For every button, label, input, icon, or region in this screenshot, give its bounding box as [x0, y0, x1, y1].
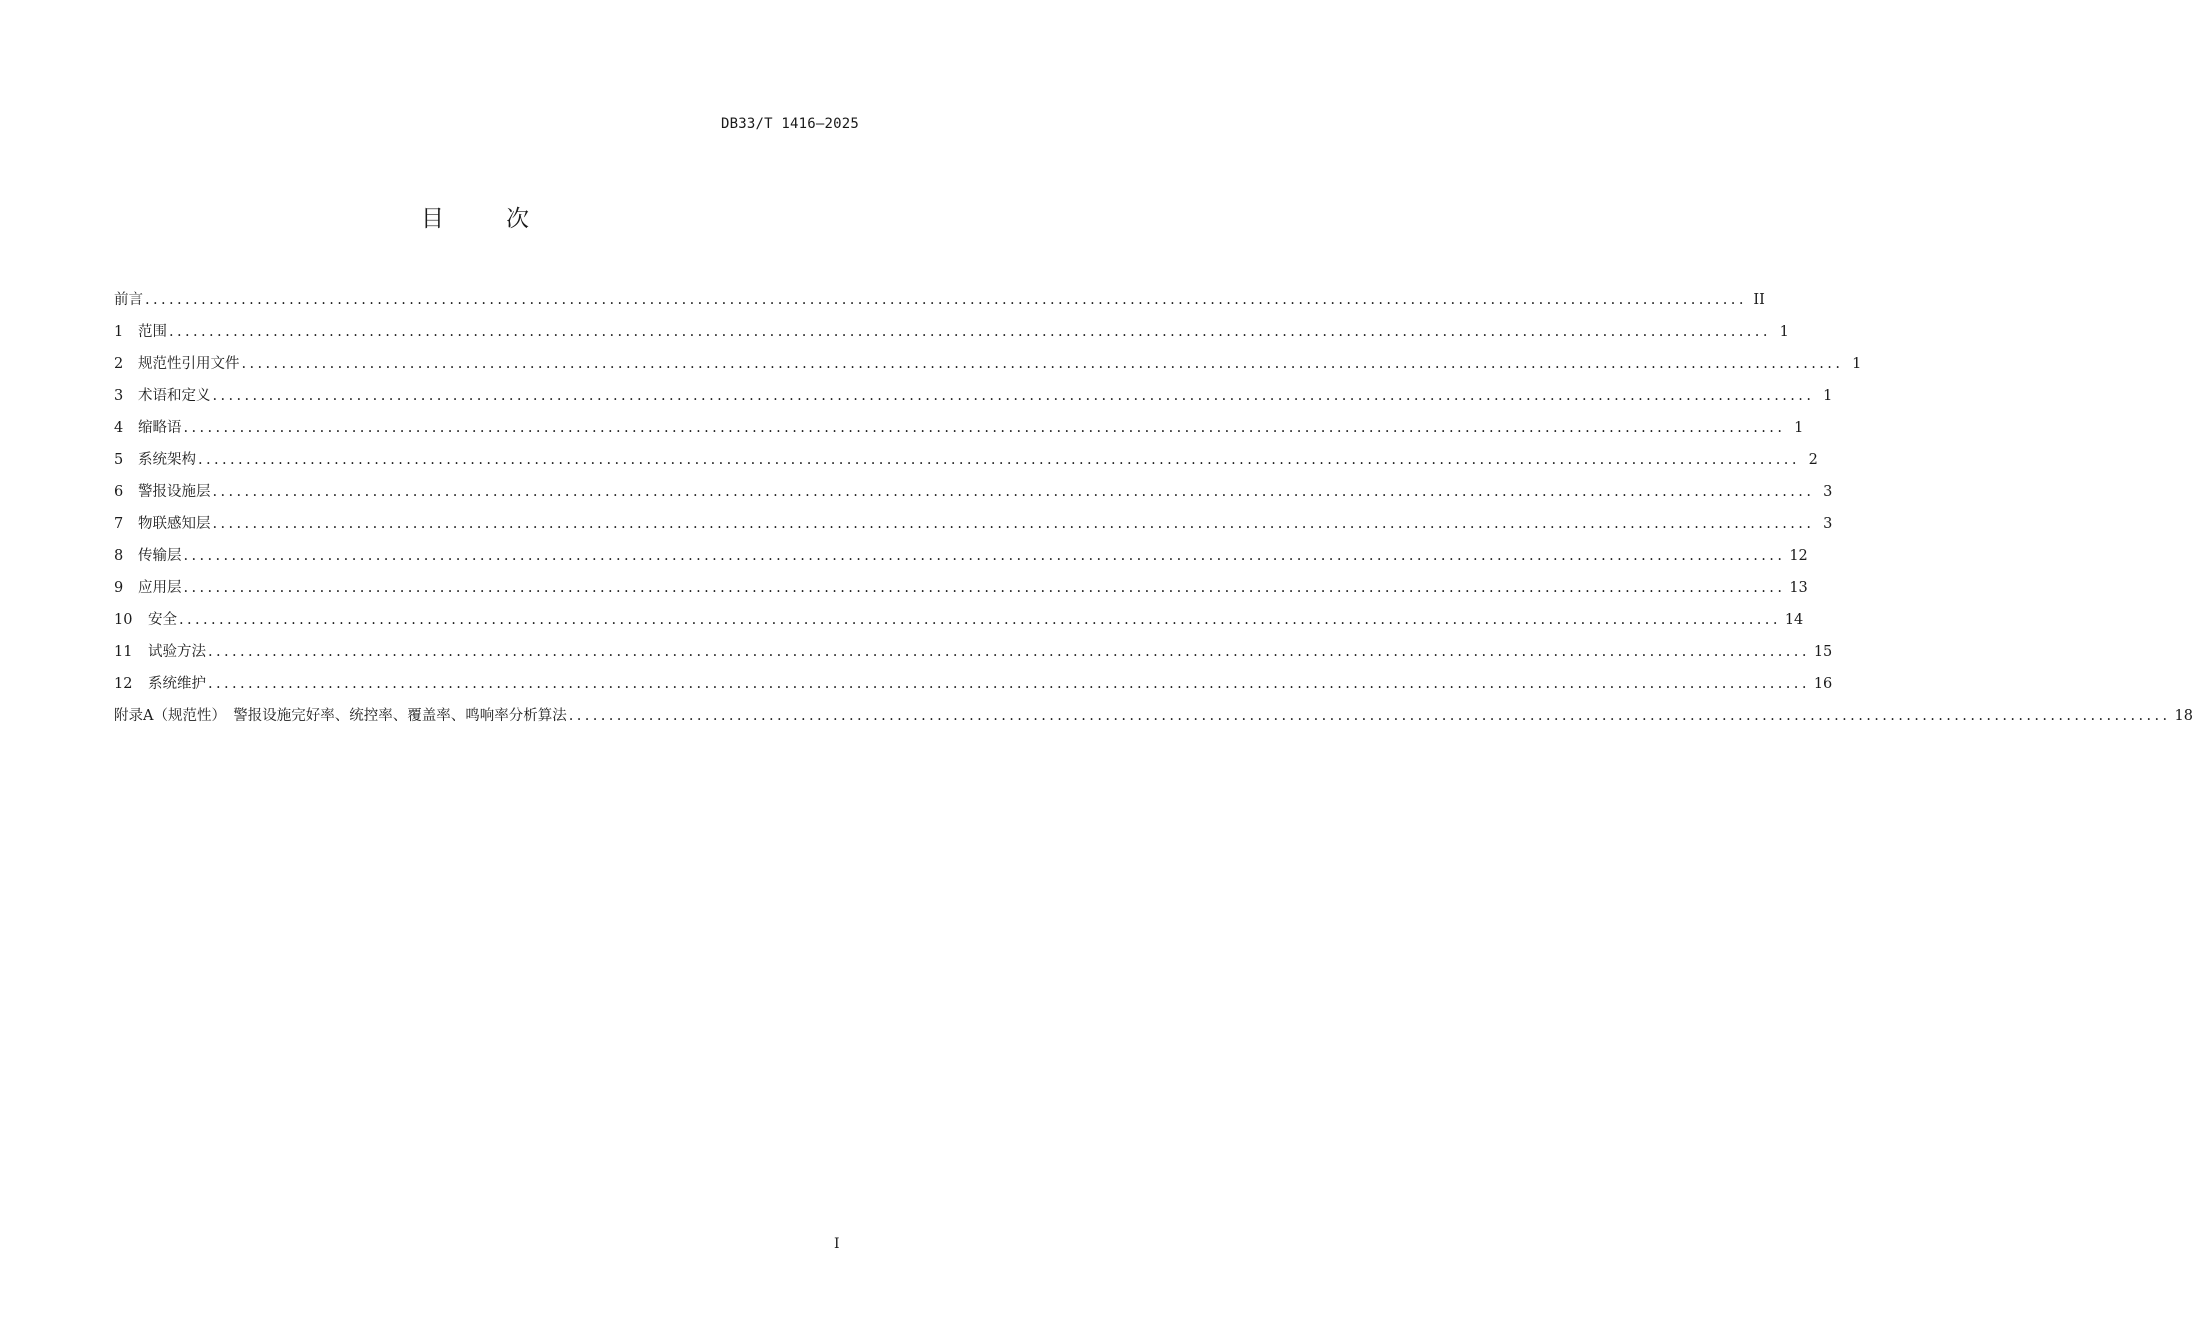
toc-entry-test-methods[interactable] — [114, 636, 1833, 668]
toc-entry-page: 16 — [1813, 676, 1833, 692]
toc-leader-dots: ........................................................................................................................................................................................................ — [208, 676, 1810, 692]
toc-entry-page: II — [1753, 292, 1765, 308]
toc-entry-title: 系统架构 — [138, 452, 196, 468]
toc-entry-title: 物联感知层 — [138, 516, 211, 532]
toc-entry-page: 13 — [1789, 580, 1808, 596]
toc-entry-number: 6 — [114, 484, 124, 500]
toc-entry-title: 传输层 — [138, 548, 182, 564]
toc-entry-alarm-facility-layer[interactable] — [114, 476, 1833, 508]
toc-entry-transport-layer[interactable] — [114, 540, 1808, 572]
toc-title: 目次 — [421, 206, 591, 232]
toc-entry-title: 前言 — [114, 292, 143, 308]
toc-leader-dots: ........................................................................................................................................................................................................ — [212, 516, 1815, 532]
toc-entry-title: 系统维护 — [148, 676, 206, 692]
toc-entry-page: 1 — [1779, 324, 1789, 340]
toc-leader-dots: ........................................................................................................................................................................................................ — [183, 420, 1786, 436]
toc-entry-scope[interactable] — [114, 316, 1789, 348]
toc-entry-title: 规范性引用文件 — [138, 356, 240, 372]
toc-entry-title: 警报设施层 — [138, 484, 211, 500]
toc-entry-system-architecture[interactable] — [114, 444, 1818, 476]
toc-leader-dots: ........................................................................................................................................................................................................ — [169, 324, 1771, 340]
toc-entry-page: 3 — [1823, 516, 1833, 532]
toc-leader-dots: ........................................................................................................................................................................................................ — [198, 452, 1800, 468]
toc-entry-page: 1 — [1794, 420, 1804, 436]
toc-entry-iot-sensing-layer[interactable] — [114, 508, 1833, 540]
toc-leader-dots: ........................................................................................................................................................................................................ — [183, 580, 1786, 596]
toc-entry-page: 3 — [1823, 484, 1833, 500]
toc-entry-title: 范围 — [138, 324, 167, 340]
toc-entry-title: 应用层 — [138, 580, 182, 596]
toc-leader-dots: ........................................................................................................................................................................................................ — [179, 612, 1781, 628]
toc-entry-number: 8 — [114, 548, 124, 564]
toc-leader-dots: ........................................................................................................................................................................................................ — [568, 708, 2171, 724]
toc-entry-number: 1 — [114, 324, 124, 340]
toc-entry-normative-references[interactable] — [114, 348, 1862, 380]
toc-entry-number: 2 — [114, 356, 124, 372]
toc-entry-system-maintenance[interactable] — [114, 668, 1833, 700]
document-code: DB33/T 1416—2025 — [720, 116, 859, 132]
toc-leader-dots: ........................................................................................................................................................................................................ — [208, 644, 1810, 660]
toc-entry-page: 14 — [1784, 612, 1804, 628]
toc-entry-number: 4 — [114, 420, 124, 436]
toc-entry-title: 术语和定义 — [138, 388, 211, 404]
toc-entry-number: 5 — [114, 452, 124, 468]
toc-leader-dots: ........................................................................................................................................................................................................ — [145, 292, 1747, 308]
toc-entry-title: 试验方法 — [148, 644, 206, 660]
toc-entry-annex-a[interactable] — [114, 700, 2193, 732]
toc-entry-page: 12 — [1789, 548, 1808, 564]
toc-entry-foreword[interactable] — [114, 284, 1765, 316]
toc-entry-number: 11 — [114, 644, 133, 660]
toc-entry-title: 缩略语 — [138, 420, 182, 436]
toc-leader-dots: ........................................................................................................................................................................................................ — [212, 388, 1815, 404]
toc-entry-number: 12 — [114, 676, 133, 692]
toc-entry-terms-definitions[interactable] — [114, 380, 1833, 412]
toc-entry-number: 9 — [114, 580, 124, 596]
toc-entry-title: 安全 — [148, 612, 177, 628]
toc-entry-abbreviations[interactable] — [114, 412, 1804, 444]
table-of-contents — [114, 284, 2193, 732]
toc-entry-page: 18 — [2174, 708, 2193, 724]
toc-leader-dots: ........................................................................................................................................................................................................ — [241, 356, 1844, 372]
toc-entry-page: 2 — [1808, 452, 1818, 468]
toc-entry-number: 3 — [114, 388, 124, 404]
toc-leader-dots: ........................................................................................................................................................................................................ — [183, 548, 1786, 564]
toc-entry-number: 10 — [114, 612, 133, 628]
toc-leader-dots: ........................................................................................................................................................................................................ — [212, 484, 1815, 500]
toc-entry-page: 1 — [1852, 356, 1862, 372]
toc-entry-number: 7 — [114, 516, 124, 532]
toc-entry-security[interactable] — [114, 604, 1804, 636]
toc-entry-application-layer[interactable] — [114, 572, 1808, 604]
toc-entry-title: 附录A（规范性） 警报设施完好率、统控率、覆盖率、鸣响率分析算法 — [114, 708, 567, 724]
toc-entry-page: 1 — [1823, 388, 1833, 404]
toc-entry-page: 15 — [1813, 644, 1833, 660]
page-number: I — [834, 1236, 840, 1252]
